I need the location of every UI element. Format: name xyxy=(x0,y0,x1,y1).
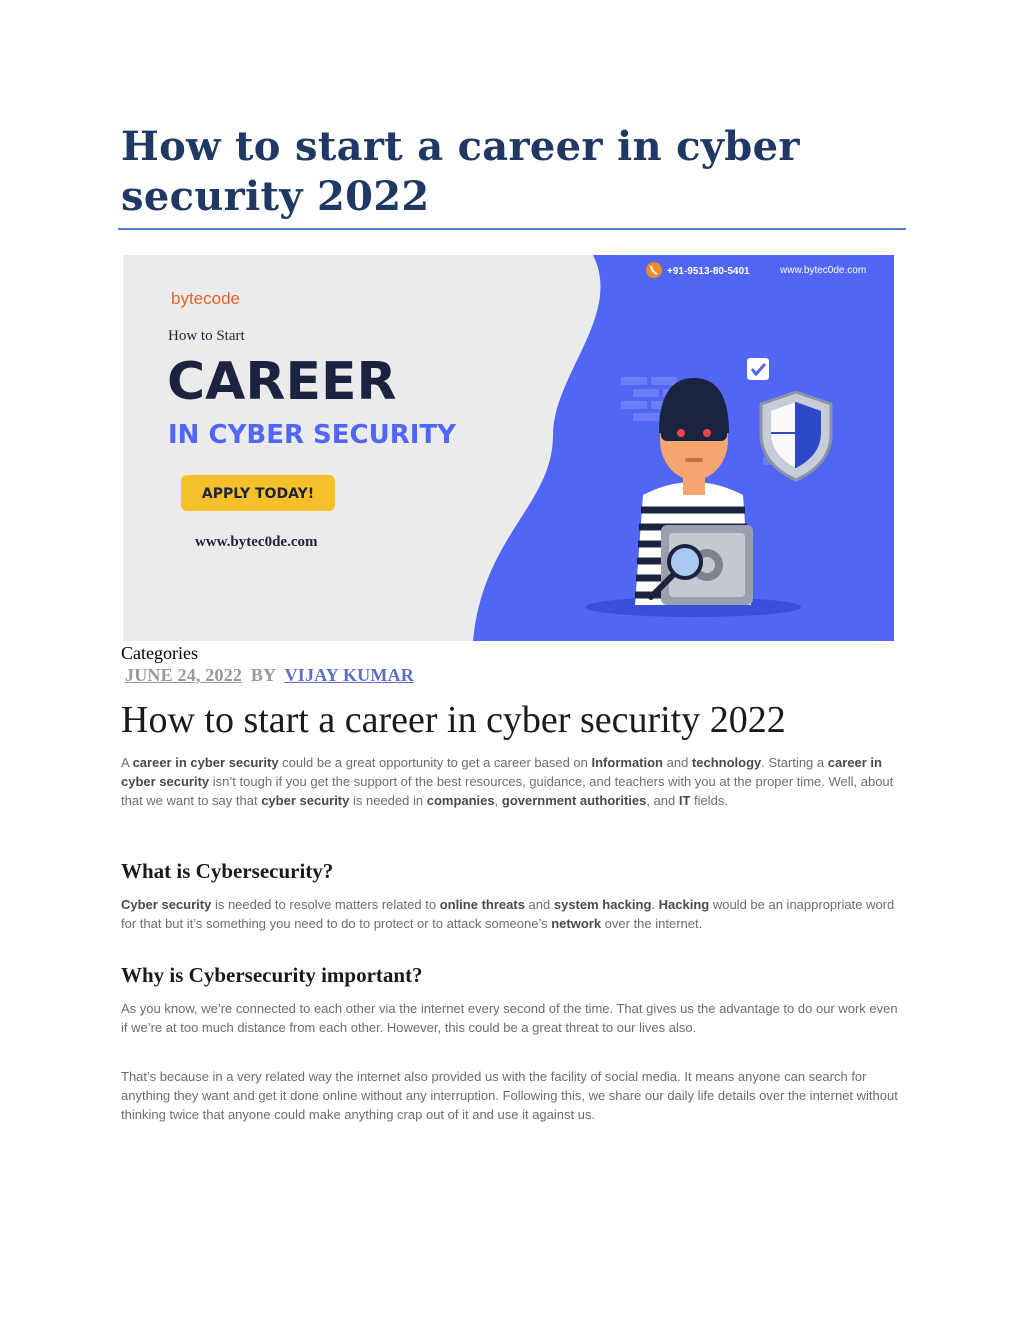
phone-icon xyxy=(646,262,662,278)
banner-kicker: How to Start xyxy=(168,328,245,344)
categories-label: Categories xyxy=(121,643,198,663)
section-heading-what-is: What is Cybersecurity? xyxy=(121,859,334,883)
author-link[interactable]: VIJAY KUMAR xyxy=(284,665,414,685)
banner-top-url: www.bytec0de.com xyxy=(780,265,867,276)
banner-subheadline: IN CYBER SECURITY xyxy=(168,420,456,450)
intro-paragraph: A career in cyber security could be a great opportunity to get a career based on Information and technology. Starting a career in cyber security isn’t tough if you get the support of the best resources, guidance, and teachers with you at the proper time. Well, about that we want to say that cyber security is needed in companies, government authorities, and IT fields. xyxy=(121,755,894,808)
banner-headline: CAREER xyxy=(167,352,397,412)
title-divider xyxy=(118,228,906,230)
hero-banner-image xyxy=(123,255,894,641)
checkmark-badge-icon xyxy=(747,358,769,380)
banner-phone: +91-9513-80-5401 xyxy=(667,266,750,277)
why-paragraph-2: That’s because in a very related way the internet also provided us with the facility of social media. It means anyone can search for anything they want and get it done online without any interruption. Following this, we share our daily life details over the internet without thinking twice that anyone could make anything crap out of it and use it against us. xyxy=(121,1069,898,1122)
apply-today-label: APPLY TODAY! xyxy=(201,486,315,502)
post-date-link[interactable]: JUNE 24, 2022 xyxy=(125,665,243,685)
post-meta xyxy=(125,665,414,686)
banner-url: www.bytec0de.com xyxy=(195,534,318,550)
section-heading-why-important: Why is Cybersecurity important? xyxy=(121,963,423,987)
post-title: How to start a career in cyber security 2022 xyxy=(121,699,786,741)
post-by-label: BY xyxy=(250,665,277,685)
what-is-paragraph: Cyber security is needed to resolve matters related to online threats and system hacking. Hacking would be an inappropriate word for that but it’s something you need to do to protect or to attack someone’s network over the internet. xyxy=(121,897,895,931)
bytecode-logo: bytecode xyxy=(171,289,240,308)
page-title: How to start a career in cyber security 2022 xyxy=(121,123,800,220)
why-paragraph-1: As you know, we’re connected to each other via the internet every second of the time. That gives us the advantage to do our work even if we’re at too much distance from each other. However, this could be a great threat to our lives also. xyxy=(121,1001,898,1035)
